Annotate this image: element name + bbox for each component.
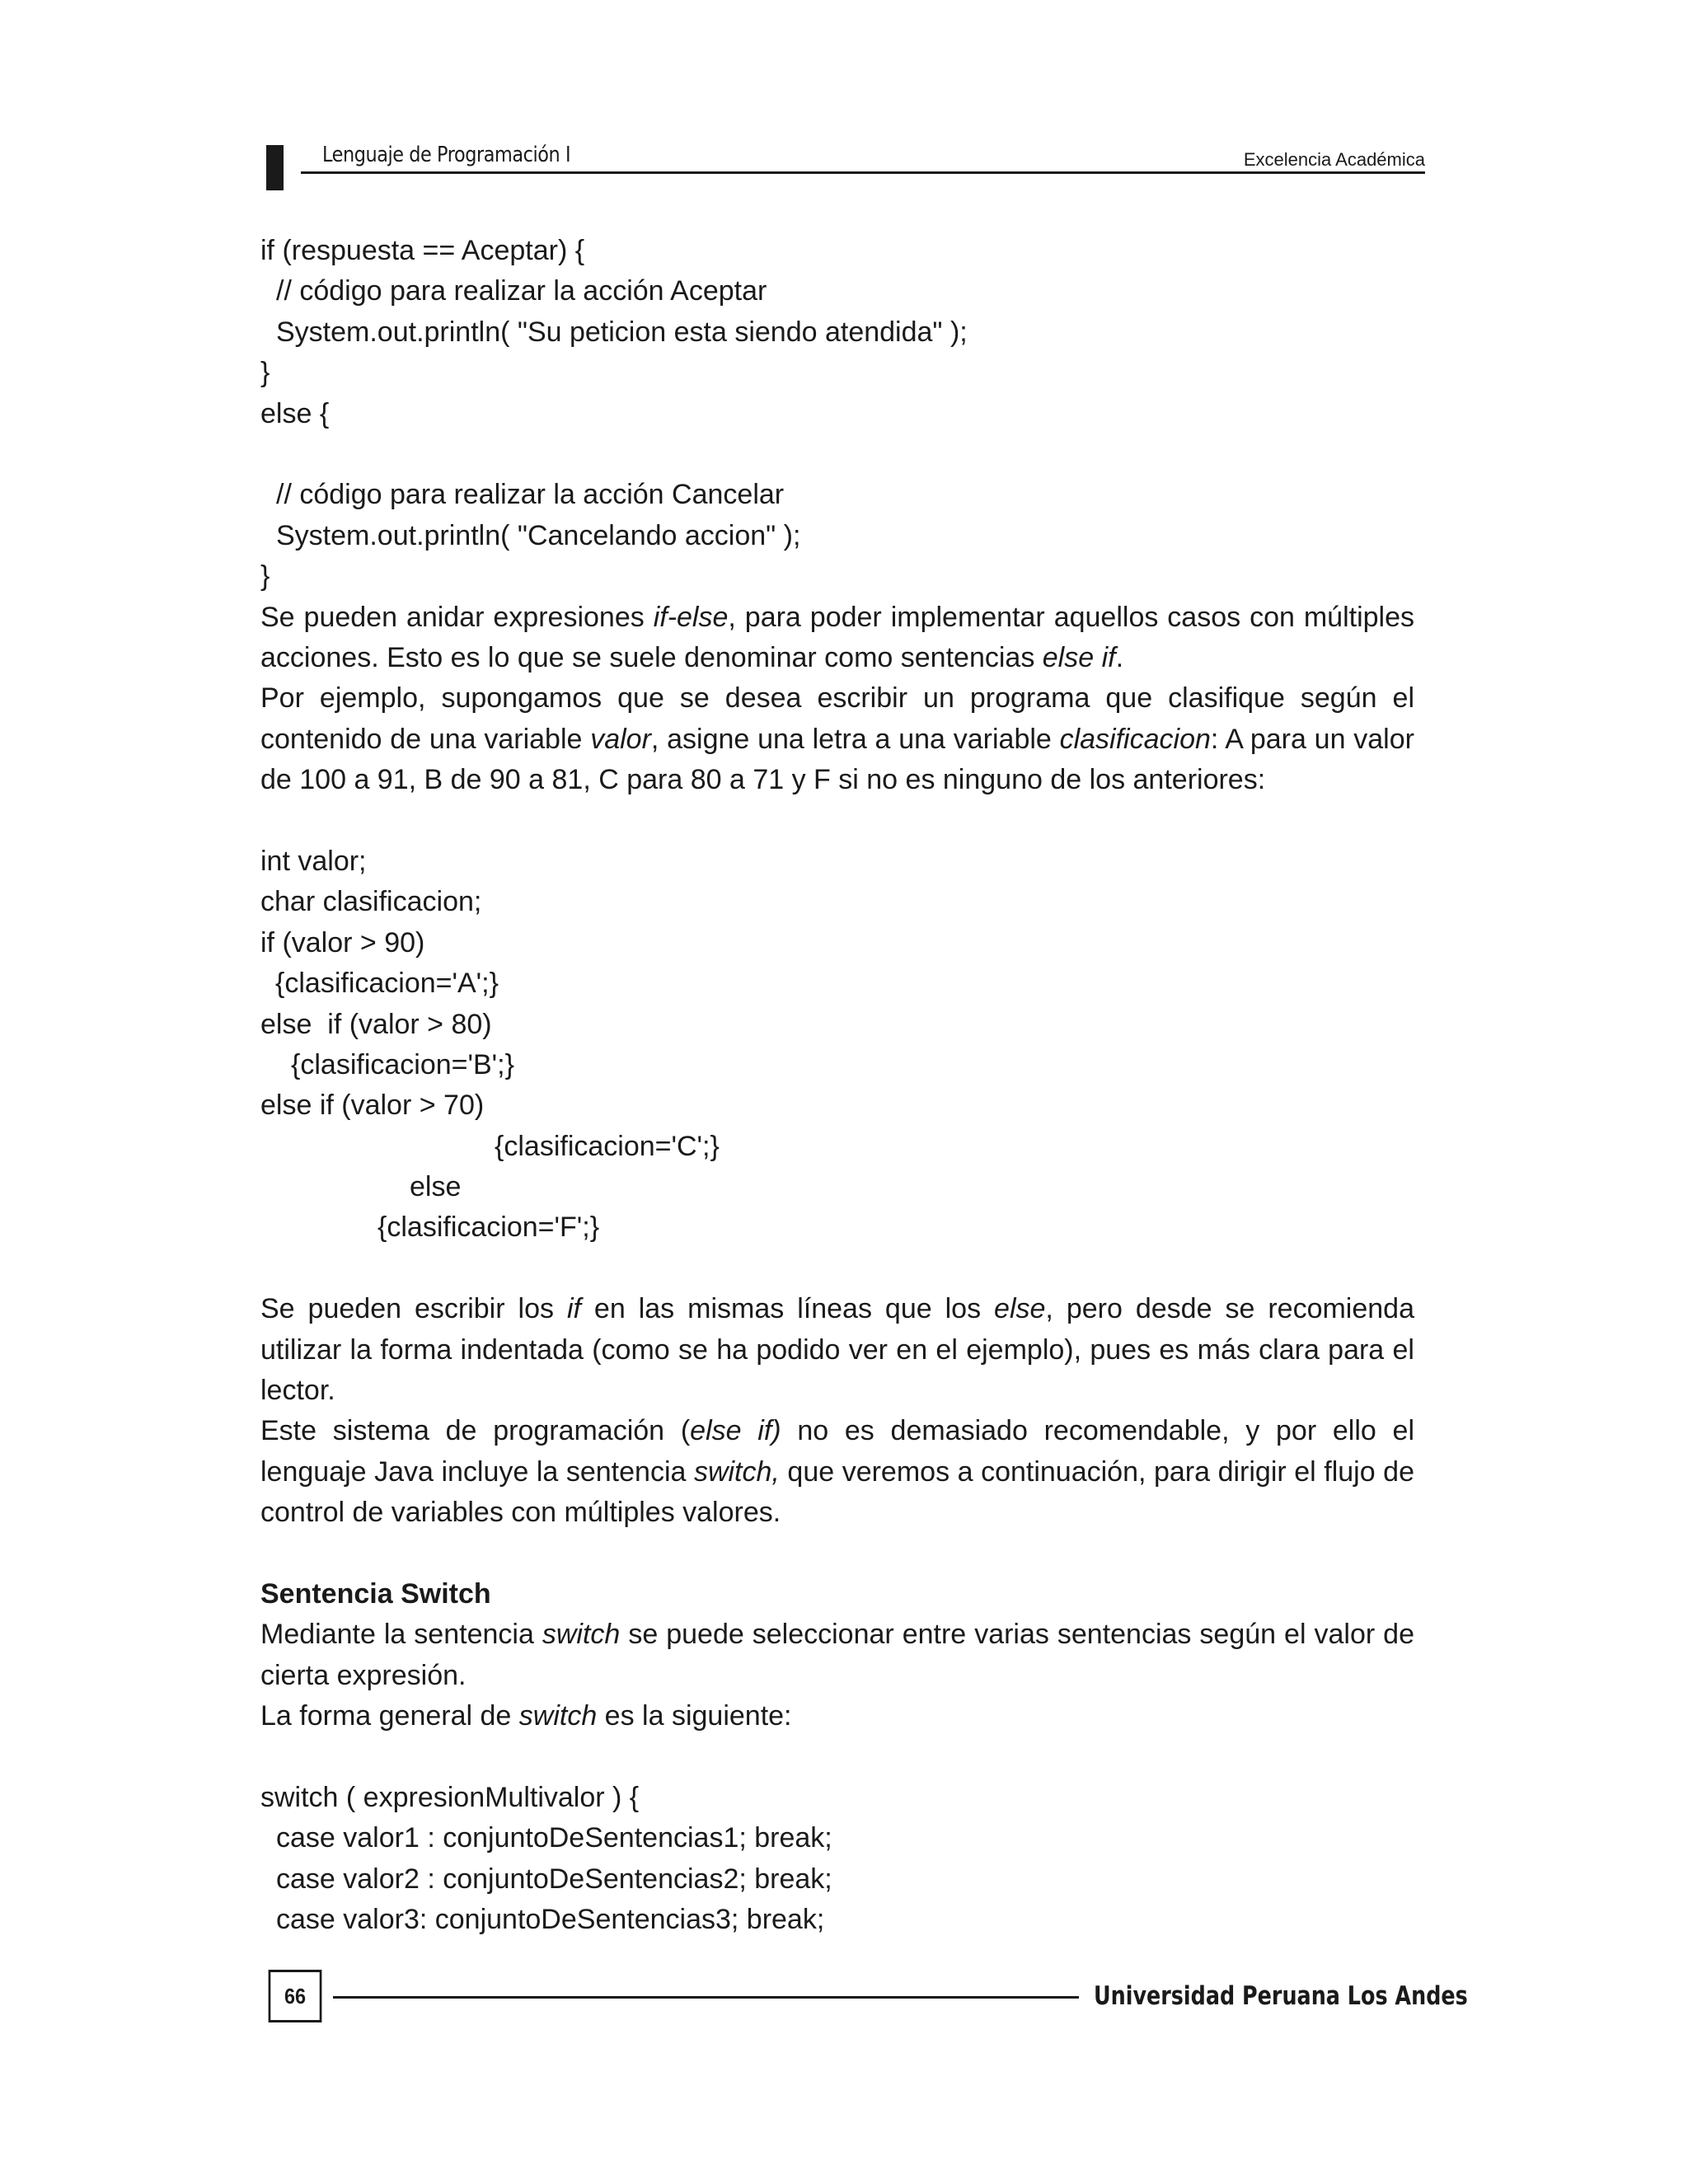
code-line: System.out.println( "Su peticion esta siendo atendida" );	[276, 316, 968, 348]
code-block-classification	[260, 841, 1414, 1249]
text-run: no es demasiado recomendable, y por ello el lenguaje Java incluye la sentencia	[260, 1415, 1415, 1488]
text-run: Mediante la sentencia	[260, 1619, 542, 1651]
code-block-switch	[260, 1778, 1414, 1941]
page-number: 66	[269, 1970, 322, 2022]
code-line: else if (valor > 80)	[260, 1008, 492, 1040]
code-line: {clasificacion='C';}	[495, 1130, 720, 1162]
paragraph-switch-definition	[260, 1615, 1414, 1696]
text-run: que veremos a continuación, para dirigir el flujo de control de variables con múltiples valores.	[260, 1455, 1414, 1529]
paragraph-switch-intro	[260, 1411, 1414, 1533]
blank-line	[260, 434, 1414, 475]
text-run: : A para un valor de 100 a 91, B de 90 a 81, C para 80 a 71 y F si no es ninguno de los anteriores:	[260, 723, 1414, 796]
text-run: Se pueden anidar expresiones	[260, 601, 654, 633]
code-line: if (respuesta == Aceptar) {	[260, 235, 585, 266]
code-line: {clasificacion='F';}	[377, 1212, 600, 1244]
code-line: case valor2 : conjuntoDeSentencias2; break;	[276, 1863, 832, 1895]
blank-line	[260, 1737, 1414, 1778]
code-line: System.out.println( "Cancelando accion" );	[276, 519, 801, 551]
text-run: , pero desde se recomienda utilizar la forma indentada (como se ha podido ver en el ejemplo), pues es más clara para el lector.	[260, 1293, 1414, 1407]
running-header-title: Lenguaje de Programación I	[322, 143, 571, 167]
code-line: int valor;	[260, 845, 367, 877]
italic-term: valor	[590, 723, 651, 755]
italic-term: switch,	[693, 1455, 780, 1488]
italic-term: else if	[1042, 641, 1116, 673]
italic-term: switch	[542, 1619, 621, 1651]
paragraph-nested-if-else	[260, 598, 1414, 679]
paragraph-example	[260, 678, 1414, 800]
text-run: , asigne una letra a una variable	[650, 723, 1060, 755]
header-marker-block	[266, 145, 284, 190]
code-line: }	[260, 560, 270, 593]
code-line: else {	[260, 397, 330, 429]
code-line: {clasificacion='B';}	[291, 1048, 514, 1080]
blank-line	[260, 801, 1414, 841]
code-line: char clasificacion;	[260, 886, 482, 918]
blank-line	[260, 1534, 1414, 1574]
section-heading: Sentencia Switch	[260, 1578, 491, 1610]
text-run: en las mismas líneas que los	[580, 1293, 995, 1325]
footer-institution: Universidad Peruana Los Andes	[1094, 1981, 1468, 2011]
running-header-right: Excelencia Académica	[1243, 149, 1425, 170]
code-line: else if (valor > 70)	[260, 1090, 485, 1122]
code-line: case valor3: conjuntoDeSentencias3; break;	[276, 1904, 825, 1936]
italic-term: else	[994, 1293, 1046, 1325]
header-rule	[301, 171, 1425, 174]
text-run: Se pueden escribir los	[260, 1293, 567, 1325]
code-line: else	[410, 1171, 462, 1203]
italic-term: else if)	[690, 1415, 781, 1447]
code-line: switch ( expresionMultivalor ) {	[260, 1782, 640, 1814]
text-run: Este sistema de programación (	[260, 1415, 691, 1447]
code-line: // código para realizar la acción Cancelar	[276, 479, 785, 511]
code-block-if-else	[260, 231, 1414, 598]
page-content	[260, 231, 1414, 1941]
text-run: .	[1115, 641, 1124, 673]
text-run: Por ejemplo, supongamos que se desea escribir un programa que clasifique según el contenido de una variable	[260, 682, 1414, 755]
text-run: es la siguiente:	[597, 1700, 792, 1732]
code-line: {clasificacion='A';}	[275, 968, 499, 1000]
code-line: // código para realizar la acción Aceptar	[276, 275, 767, 307]
italic-term: switch	[518, 1700, 598, 1732]
paragraph-switch-form	[260, 1696, 1414, 1736]
italic-term: if-else	[653, 601, 729, 633]
text-run: se puede seleccionar entre varias sentencias según el valor de cierta expresión.	[260, 1619, 1415, 1691]
text-run: La forma general de	[260, 1700, 519, 1732]
code-line: case valor1 : conjuntoDeSentencias1; break;	[276, 1822, 832, 1854]
code-line: if (valor > 90)	[260, 926, 425, 958]
code-line: }	[260, 357, 270, 389]
italic-term: if	[566, 1293, 581, 1325]
text-run: , para poder implementar aquellos casos con múltiples acciones. Esto es lo que se suele denominar como sentencias	[260, 601, 1415, 673]
footer-rule	[333, 1996, 1079, 1999]
blank-line	[260, 1249, 1414, 1289]
italic-term: clasificacion	[1059, 723, 1211, 755]
paragraph-indentation	[260, 1289, 1414, 1411]
